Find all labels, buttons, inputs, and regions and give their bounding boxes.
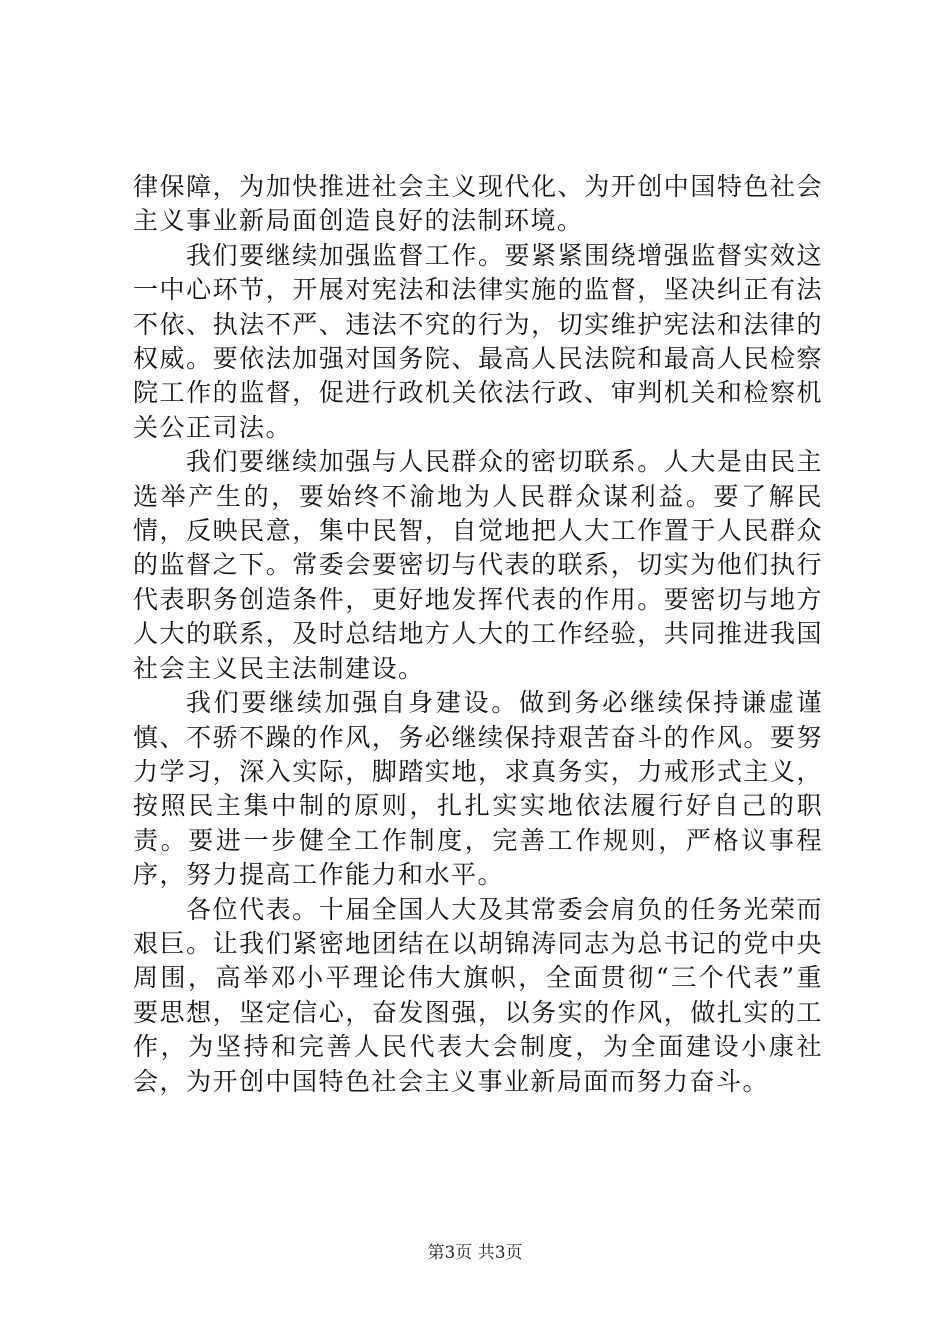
document-body (133, 170, 823, 1099)
paragraph-1: 律保障，为加快推进社会主义现代化、为开创中国特色社会主义事业新局面创造良好的法制环境。 (133, 172, 823, 236)
paragraph-2: 我们要继续加强监督工作。要紧紧围绕增强监督实效这一中心环节，开展对宪法和法律实施的监督，坚决纠正有法不依、执法不严、违法不究的行为，切实维护宪法和法律的权威。要依法加强对国务院、最高人民法院和最高人民检察院工作的监督，促进行政机关依法行政、审判机关和检察机关公正司法。 (133, 240, 823, 442)
page-number-footer: 第3页 共3页 (427, 1243, 523, 1263)
paragraph-4: 我们要继续加强自身建设。做到务必继续保持谦虚谨慎、不骄不躁的作风，务必继续保持艰苦奋斗的作风。要努力学习，深入实际，脚踏实地，求真务实，力戒形式主义，按照民主集中制的原则，扎扎实实地依法履行好自己的职责。要进一步健全工作制度，完善工作规则，严格议事程序，努力提高工作能力和水平。 (133, 688, 823, 890)
paragraph-5: 各位代表。十届全国人大及其常委会肩负的任务光荣而艰巨。让我们紧密地团结在以胡锦涛同志为总书记的党中央周围，高举邓小平理论伟大旗帜，全面贯彻“三个代表”重要思想，坚定信心，奋发图强，以务实的作风，做扎实的工作，为坚持和完善人民代表大会制度，为全面建设小康社会，为开创中国特色社会主义事业新局面而努力奋斗。 (133, 894, 823, 1096)
paragraph-3: 我们要继续加强与人民群众的密切联系。人大是由民主选举产生的，要始终不渝地为人民群众谋利益。要了解民情，反映民意，集中民智，自觉地把人大工作置于人民群众的监督之下。常委会要密切与代表的联系，切实为他们执行代表职务创造条件，更好地发挥代表的作用。要密切与地方人大的联系，及时总结地方人大的工作经验，共同推进我国社会主义民主法制建设。 (133, 447, 823, 683)
